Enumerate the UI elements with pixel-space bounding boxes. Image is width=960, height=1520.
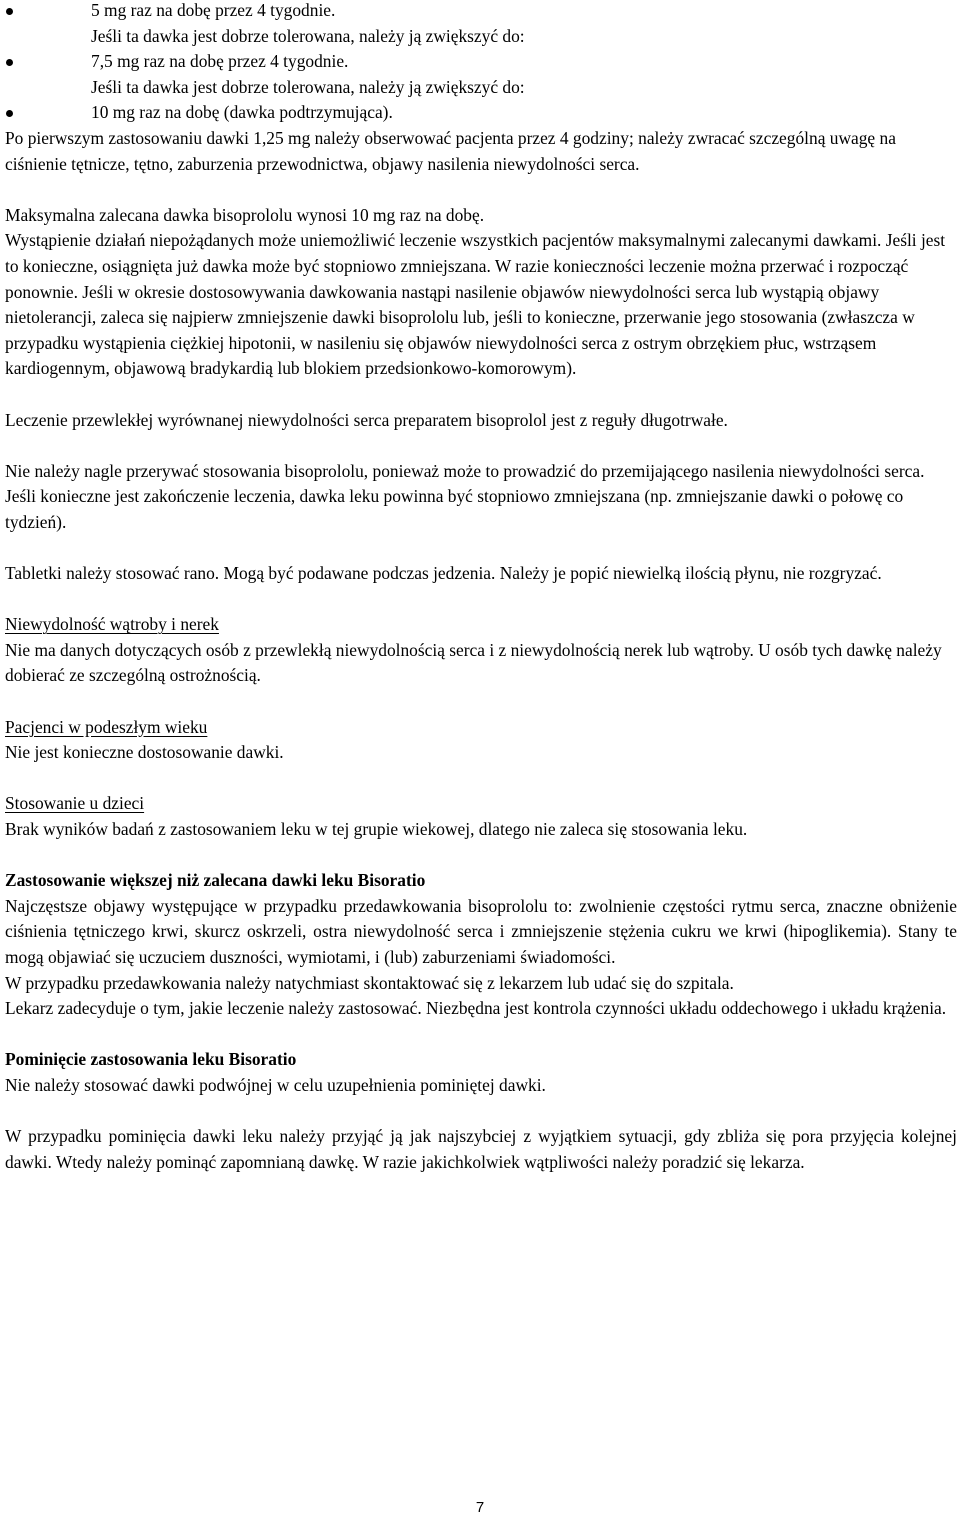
dosing-condition-text: Jeśli ta dawka jest dobrze tolerowana, należy ją zwiększyć do: [91, 76, 525, 97]
observation-paragraph: Po pierwszym zastosowaniu dawki 1,25 mg należy obserwować pacjenta przez 4 godziny; należy zwracać szczególną uwagę na ciśnienie tętnicze, tętno, zaburzenia przewodnictwa, objawy nasilenia niewydolności serca. [5, 127, 896, 174]
dosing-step-text: 5 mg raz na dobę przez 4 tygodnie. [91, 0, 336, 20]
overdose-body-3: Lekarz zadecyduje o tym, jakie leczenie należy zastosować. Niezbędna jest kontrola czynności układu oddechowego i układu krążenia. [5, 998, 947, 1019]
elderly-body: Nie jest konieczne dostosowanie dawki. [5, 742, 284, 763]
tablets-paragraph: Tabletki należy stosować rano. Mogą być podawane podczas jedzenia. Należy je popić niewielką ilością płynu, nie rozgryzać. [5, 563, 882, 584]
elderly-heading: Pacjenci w podeszłym wieku [5, 716, 208, 737]
missed-dose-body-2: W przypadku pominięcia dawki leku należy przyjąć ją jak najszybciej z wyjątkiem sytuacji, gdy zbliża się pora przyjęcia kolejnej dawki. Wtedy należy pominąć zapomnianą dawkę. W razie jakichkolwiek wątpliwości należy poradzić się lekarza. [5, 1126, 957, 1172]
overdose-heading: Zastosowanie większej niż zalecana dawki leku Bisoratio [5, 870, 426, 891]
adverse-effects-paragraph: Wystąpienie działań niepożądanych może uniemożliwić leczenie wszystkich pacjentów maksymalnymi zalecanymi dawkami. Jeśli jest to konieczne, osiągnięta już dawka może być stopniowo zmniejszana. W razie konieczności leczenie można przerwać i rozpocząć ponownie. Jeśli w okresie dostosowywania dawkowania nastąpi nasilenie objawów niewydolności serca lub wystąpią objawy nietolerancji, zaleca się najpierw zmniejszenie dawki bisoprololu lub, jeśli to konieczne, przerwanie jego stosowania (zwłaszcza w przypadku wystąpienia ciężkiej hipotonii, w nasileniu się objawów niewydolności serca z ostrym obrzękiem płuc, wstrząsem kardiogennym, objawową bradykardią lub blokiem przedsionkowo-komorowym). [5, 230, 946, 379]
dosing-list-item [5, 0, 957, 24]
dosing-step-text: 7,5 mg raz na dobę przez 4 tygodnie. [91, 51, 349, 72]
renal-body: Nie ma danych dotyczących osób z przewlekłą niewydolnością serca i z niewydolnością nerek lub wątroby. U osób tych dawkę należy dobierać ze szczególną ostrożnością. [5, 639, 942, 686]
dosing-list-item [5, 49, 957, 75]
max-dose-paragraph: Maksymalna zalecana dawka bisoprololu wynosi 10 mg raz na dobę. [5, 204, 485, 225]
children-heading: Stosowanie u dzieci [5, 793, 145, 814]
children-body: Brak wyników badań z zastosowaniem leku w tej grupie wiekowej, dlatego nie zaleca się stosowania leku. [5, 819, 748, 839]
discontinuation-paragraph: Nie należy nagle przerywać stosowania bisoprololu, ponieważ może to prowadzić do przemijającego nasilenia niewydolności serca. Jeśli konieczne jest zakończenie leczenia, dawka leku powinna być stopniowo zmniejszana (np. zmniejszanie dawki o połowę co tydzień). [5, 460, 925, 532]
page-number: 7 [475, 1499, 485, 1516]
dosing-condition [5, 75, 957, 101]
bullet-icon [6, 8, 13, 15]
missed-dose-heading: Pominięcie zastosowania leku Bisoratio [5, 1049, 297, 1070]
bullet-icon [6, 110, 13, 117]
bullet-icon [6, 59, 13, 66]
long-term-paragraph: Leczenie przewlekłej wyrównanej niewydolności serca preparatem bisoprolol jest z reguły długotrwałe. [5, 409, 728, 430]
dosing-step-text: 10 mg raz na dobę (dawka podtrzymująca). [91, 102, 393, 123]
dosing-list-item [5, 100, 957, 126]
dosing-condition [5, 24, 957, 50]
renal-heading: Niewydolność wątroby i nerek [5, 614, 219, 635]
missed-dose-body-1: Nie należy stosować dawki podwójnej w celu uzupełnienia pominiętej dawki. [5, 1074, 546, 1095]
dosing-condition-text: Jeśli ta dawka jest dobrze tolerowana, należy ją zwiększyć do: [91, 25, 525, 46]
overdose-body-1: Najczęstsze objawy występujące w przypadku przedawkowania bisoprololu to: zwolnienie częstości rytmu serca, znaczne obniżenie ciśnienia tętniczego krwi, skurcz oskrzeli, ostra niewydolność serca i zmniejszenie stężenia cukru we krwi (hipoglikemia). Stany te mogą objawiać się uczuciem duszności, wymiotami, i (lub) zaburzeniami świadomości. [5, 895, 957, 967]
overdose-body-2: W przypadku przedawkowania należy natychmiast skontaktować się z lekarzem lub udać się do szpitala. [5, 972, 734, 993]
document-page [5, 0, 957, 1175]
